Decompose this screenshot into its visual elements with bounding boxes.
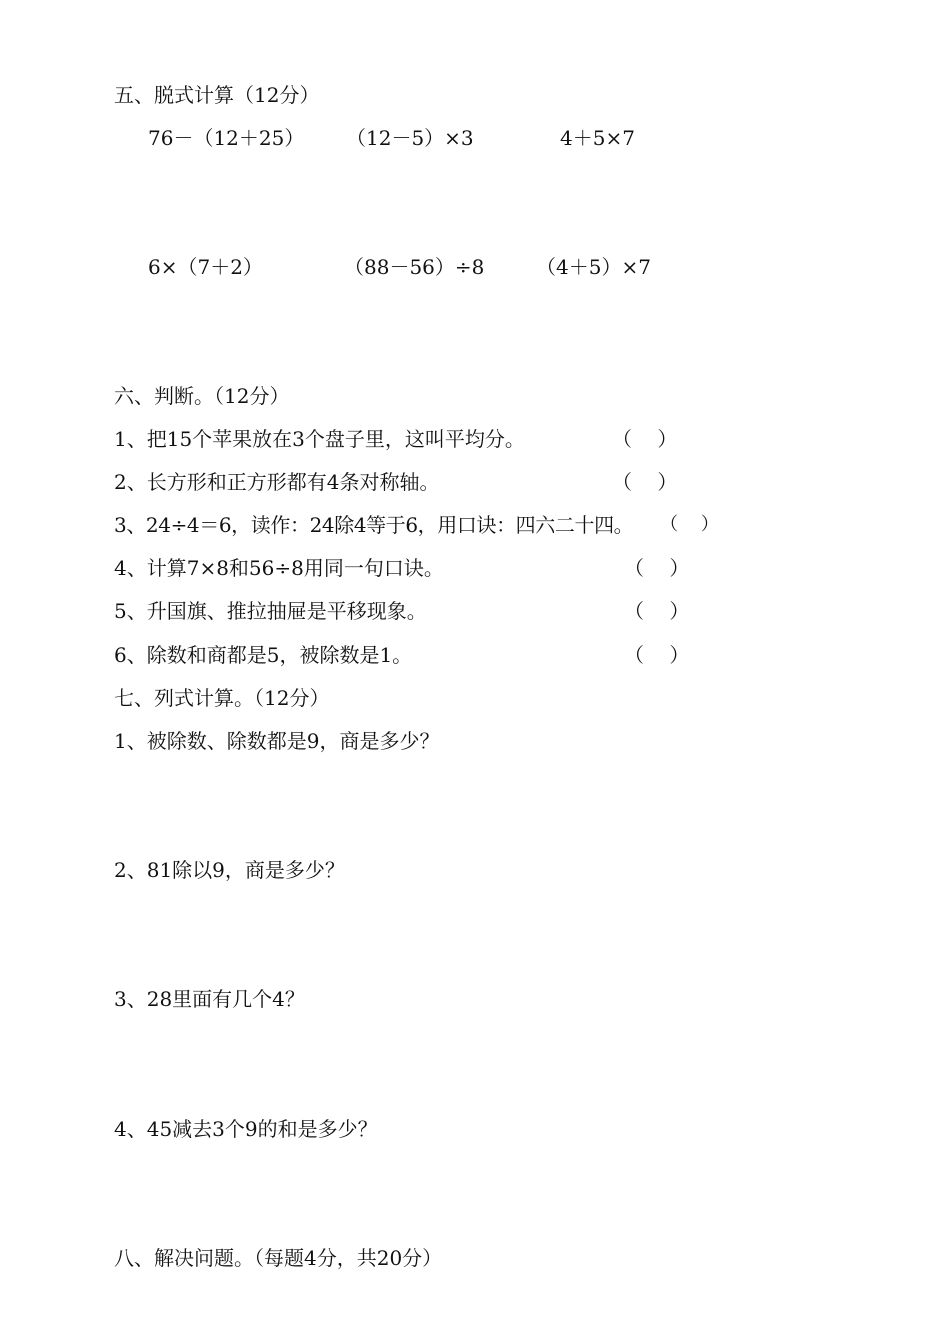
section-7-heading: 七、列式计算。（12分） xyxy=(114,686,330,710)
judgment-item: 4、计算7×8和56÷8用同一句口诀。 xyxy=(114,556,444,580)
list-calc-item: 1、被除数、除数都是9，商是多少？ xyxy=(114,729,440,753)
calc-expression: （4＋5）×7 xyxy=(536,255,651,279)
judgment-item: 3、24÷4＝6，读作：24除4等于6，用口诀：四六二十四。 xyxy=(114,513,634,537)
judgment-item: 6、除数和商都是5，被除数是1。 xyxy=(114,643,413,667)
section-8-heading: 八、解决问题。（每题4分，共20分） xyxy=(114,1246,443,1270)
list-calc-item: 3、28里面有几个4？ xyxy=(114,987,305,1011)
section-6-heading: 六、判断。（12分） xyxy=(114,384,290,408)
answer-blank[interactable]: （ ） xyxy=(624,556,690,580)
calc-expression: 4＋5×7 xyxy=(560,126,635,150)
answer-blank[interactable]: （ ） xyxy=(660,514,719,535)
answer-blank[interactable]: （ ） xyxy=(624,599,690,623)
answer-blank[interactable]: （ ） xyxy=(612,427,678,451)
judgment-item: 1、把15个苹果放在3个盘子里，这叫平均分。 xyxy=(114,427,525,451)
list-calc-item: 4、45减去3个9的和是多少？ xyxy=(114,1117,378,1141)
answer-blank[interactable]: （ ） xyxy=(612,470,678,494)
calc-expression: 76－（12＋25） xyxy=(148,126,305,150)
list-calc-item: 2、81除以9，商是多少？ xyxy=(114,858,345,882)
judgment-item: 5、升国旗、推拉抽屉是平移现象。 xyxy=(114,599,427,623)
answer-blank[interactable]: （ ） xyxy=(624,643,690,667)
section-5-heading: 五、脱式计算（12分） xyxy=(114,83,320,107)
calc-expression: （12－5）×3 xyxy=(346,126,474,150)
calc-expression: 6×（7＋2） xyxy=(148,255,263,279)
calc-expression: （88－56）÷8 xyxy=(344,255,485,279)
judgment-item: 2、长方形和正方形都有4条对称轴。 xyxy=(114,470,440,494)
